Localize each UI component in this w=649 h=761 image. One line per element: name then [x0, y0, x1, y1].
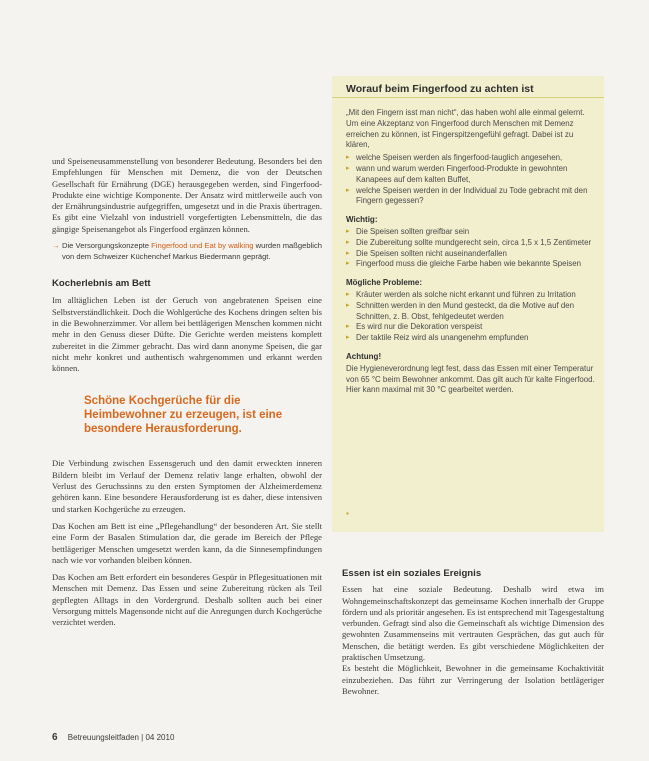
list-item: ▸ Die Zubereitung sollte mundgerecht sein, circa 1,5 x 1,5 Zentimeter	[346, 237, 592, 247]
info-box-body	[346, 108, 596, 398]
bullet-triangle-icon: ▸	[346, 164, 350, 172]
heading-achtung: Achtung!	[346, 351, 382, 361]
bullet-triangle-icon: ▸	[346, 290, 350, 298]
list-item: ▸ welche Speisen werden in der Individual zu Tode gebracht mit den Fingern gegessen?	[346, 185, 588, 206]
page-number: 6	[52, 732, 58, 743]
page-footer	[52, 732, 174, 743]
list-item: ▸ Der taktile Reiz wird als unangenehm empfunden	[346, 333, 529, 343]
note-biedermann	[52, 241, 322, 262]
left-paragraph-2: Im alltäglichen Leben ist der Geruch von angebratenen Speisen eine Selbstverständlichkeit. Doch die Wohlgerüche des Kochens dringen selten bis in die Bewohnerzimmer. Vor allem bei bettlägerigen Menschen kommen nicht mehr in den Genuss dieser Düfte. Die Gerichte werden meistens komplett zubereitet in die Zimmer gebracht. Das wird dann anonyme Speisen, die gar nicht mehr konkret und authentisch wahrgenommen und erkannt werden können.	[52, 295, 322, 374]
fingerfood-info-box	[332, 76, 604, 532]
questions-list	[346, 153, 596, 207]
bullet-triangle-icon: ▸	[346, 301, 350, 309]
list-item: ▸ Es wird nur die Dekoration verspeist	[346, 322, 483, 332]
info-box-title: Worauf beim Fingerfood zu achten ist	[332, 76, 604, 98]
heading-wichtig: Wichtig:	[346, 215, 378, 225]
right-column	[342, 568, 604, 697]
left-paragraph-4: Das Kochen am Bett ist eine „Pflegehandlung“ der besonderen Art. Sie stellt eine Form der Basalen Stimulation dar, die gerade im Bereich der Pflege bettlägeriger Menschen umgesetzt werden kann, da die Sinnesempfindungen nach wie vor vorhanden bleiben können.	[52, 520, 322, 565]
arrow-icon: →	[52, 241, 60, 251]
left-paragraph-3: Die Verbindung zwischen Essensgeruch und den damit erweckten inneren Bildern bleibt im Verlauf der Demenz relativ lange erhalten, obwohl der Verlust des Geruchssinns zu den ersten Symptomen der Alzheimerdemenz gehören kann. Eine besondere Herausforderung ist es daher, diese intensiven und starken Kochgerüche zu erzeugen.	[52, 458, 322, 514]
note-text-pre: Die Versorgungskonzepte	[62, 241, 152, 251]
left-paragraph-5: Das Kochen am Bett erfordert ein besonderes Gespür in Pflegesituationen mit Menschen mit Demenz. Das Essen und seine Zubereitung rücken als Teil gepflegten Alltags in den Vordergrund. Deshalb sollten auch bei einer Versorgung mittels Magensonde nicht auf die Anregungen durch Kochgerüche verzichtet werden.	[52, 572, 322, 628]
wichtig-list	[346, 227, 596, 270]
right-paragraph-1: Essen hat eine soziale Bedeutung. Deshalb wird etwa im Wohngemeinschaftskonzept das gemeinsame Kochen innerhalb der Gruppe fördern und als prioritär angesehen. Es ist entsprechend mit Tagesgestaltung verbunden. Gefragt sind also die Gemeinschaft als wichtige Dimension des gewohnten Zusammenseins mit vertrauten Gesprächen, das gut auch für Menschen, die betätigt werden. Es gibt verschiedene Möglichkeiten der praktischen Umsetzung.	[342, 584, 604, 663]
heading-probleme: Mögliche Probleme:	[346, 278, 423, 288]
list-item: ▸ wann und warum werden Fingerfood-Produkte in gewohnten Kanapees auf dem kalten Buffet,	[346, 163, 568, 184]
section-heading-soziales-ereignis: Essen ist ein soziales Ereignis	[342, 568, 482, 579]
bullet-triangle-icon: ▸	[346, 260, 350, 268]
bullet-triangle-icon: ▸	[346, 227, 350, 235]
bullet-triangle-icon: ▸	[346, 323, 350, 331]
achtung-text: Die Hygieneverordnung legt fest, dass das Essen mit einer Temperatur von 65 °C beim Bewohner ankommt. Das gilt auch für kalte Fingerfood. Hier kann maximal mit 30 °C gearbeitet werden.	[346, 363, 595, 395]
list-item: ▸ Schnitten werden in den Mund gesteckt, da die Motive auf den Schnitten, z. B. Obst, fehlgedeutet werden	[346, 300, 575, 321]
note-highlight: Fingerfood und Eat by walking	[151, 241, 254, 251]
list-item: ▸ Die Speisen sollten nicht auseinanderfallen	[346, 248, 507, 258]
list-item: ▸ Kräuter werden als solche nicht erkannt und führen zu Irritation	[346, 289, 576, 299]
pull-quote: Schöne Kochgerüche für die Heimbewohner zu erzeugen, ist eine besondere Herausforderung.	[84, 395, 283, 436]
info-box-intro: „Mit den Fingern isst man nicht“, das haben wohl alle einmal gelernt. Um eine Akzeptanz von Fingerfood durch Menschen mit Demenz erreichen zu können, ist Fingerspitzengefühl gefragt. Dabei ist zu klären,	[346, 108, 585, 150]
left-column	[52, 156, 322, 635]
right-paragraph-2: Es besteht die Möglichkeit, Bewohner in die gemeinsame Kochaktivität einzubeziehen. Das führt zur Verringerung der Isolation bettlägeriger Bewohner.	[342, 663, 604, 696]
left-paragraph-1: und Speiseneusammenstellung von besonderer Bedeutung. Besonders bei den Empfehlungen für Menschen mit Demenz, die von der Deutschen Gesellschaft für Ernährung (DGE) herausgegeben werden, sind Fingerfood-Produkte eine wichtige Komponente. Der Ansatz wird mittlerweile auch von der Ernährungsindustrie aufgegriffen, umgesetzt und in die Praxis übertragen. Es gibt eine Vielzahl von industriell vorgefertigten Lebensmitteln, die das gängige Speisenangebot als Fingerfood ergänzen können.	[52, 156, 322, 234]
section-heading-kocherlebnis: Kocherlebnis am Bett	[52, 278, 151, 290]
footer-source: Betreuungsleitfaden | 04 2010	[67, 733, 175, 742]
bullet-triangle-icon: ▸	[346, 154, 350, 162]
bullet-triangle-icon: ▸	[346, 238, 350, 246]
list-item: ▸ Fingerfood muss die gleiche Farbe haben wie bekannte Speisen	[346, 259, 582, 269]
box-end-marker: ▪	[346, 509, 349, 518]
bullet-triangle-icon: ▸	[346, 186, 350, 194]
probleme-list	[346, 290, 596, 344]
list-item: ▸ Die Speisen sollten greifbar sein	[346, 226, 470, 236]
note-text-post: wurden maßgeblich von dem Schweizer Küchenchef Markus Biedermann geprägt.	[62, 241, 322, 261]
bullet-triangle-icon: ▸	[346, 249, 350, 257]
bullet-triangle-icon: ▸	[346, 334, 350, 342]
list-item: ▸ welche Speisen werden als fingerfood-tauglich angesehen,	[346, 153, 563, 163]
